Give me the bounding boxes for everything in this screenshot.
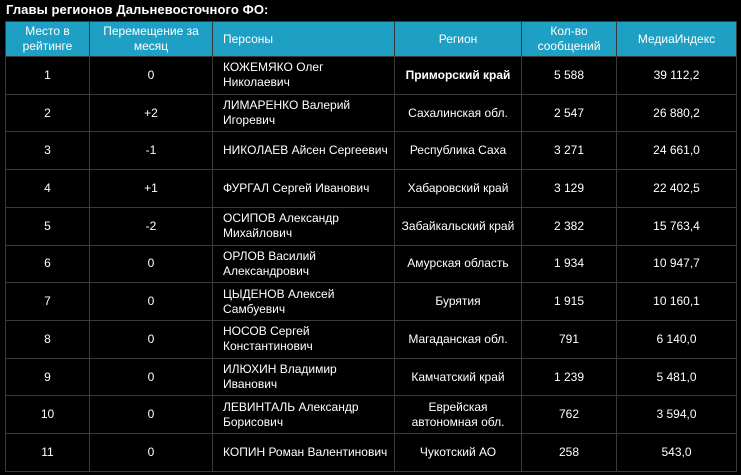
table-row [6, 321, 737, 359]
move-cell: 0 [90, 283, 213, 321]
table-header [6, 22, 737, 57]
header-index: МедиаИндекс [617, 22, 737, 57]
messages-cell: 2 382 [522, 207, 617, 245]
table-row [6, 170, 737, 208]
move-cell: 0 [90, 321, 213, 359]
rank-cell: 9 [6, 358, 90, 396]
table-row [6, 396, 737, 434]
messages-cell: 3 129 [522, 170, 617, 208]
person-cell: ОСИПОВ Александр Михайлович [213, 207, 395, 245]
messages-cell: 762 [522, 396, 617, 434]
table-row [6, 132, 737, 170]
person-cell: НОСОВ Сергей Константинович [213, 321, 395, 359]
region-cell: Республика Саха [395, 132, 522, 170]
ratings-table [5, 21, 737, 472]
header-messages: Кол-во сообщений [522, 22, 617, 57]
media-index-cell: 6 140,0 [617, 321, 737, 359]
media-index-cell: 22 402,5 [617, 170, 737, 208]
rank-cell: 7 [6, 283, 90, 321]
media-index-cell: 3 594,0 [617, 396, 737, 434]
person-cell: ЦЫДЕНОВ Алексей Самбуевич [213, 283, 395, 321]
person-cell: КОПИН Роман Валентинович [213, 434, 395, 472]
table-row [6, 94, 737, 132]
rank-cell: 8 [6, 321, 90, 359]
move-cell: 0 [90, 57, 213, 95]
messages-cell: 1 915 [522, 283, 617, 321]
media-index-cell: 26 880,2 [617, 94, 737, 132]
rank-cell: 1 [6, 57, 90, 95]
media-index-cell: 10 160,1 [617, 283, 737, 321]
table-row [6, 245, 737, 283]
table-row [6, 283, 737, 321]
region-cell: Забайкальский край [395, 207, 522, 245]
person-cell: КОЖЕМЯКО Олег Николаевич [213, 57, 395, 95]
header-row [6, 22, 737, 57]
move-cell: +1 [90, 170, 213, 208]
move-cell: -2 [90, 207, 213, 245]
table-row [6, 358, 737, 396]
person-cell: ОРЛОВ Василий Александрович [213, 245, 395, 283]
person-cell: НИКОЛАЕВ Айсен Сергеевич [213, 132, 395, 170]
move-cell: 0 [90, 245, 213, 283]
region-cell: Амурская область [395, 245, 522, 283]
move-cell: 0 [90, 358, 213, 396]
media-index-cell: 15 763,4 [617, 207, 737, 245]
rank-cell: 3 [6, 132, 90, 170]
region-cell: Еврейская автономная обл. [395, 396, 522, 434]
messages-cell: 1 239 [522, 358, 617, 396]
region-cell: Хабаровский край [395, 170, 522, 208]
rank-cell: 2 [6, 94, 90, 132]
media-index-cell: 39 112,2 [617, 57, 737, 95]
media-index-cell: 24 661,0 [617, 132, 737, 170]
move-cell: -1 [90, 132, 213, 170]
table-row [6, 207, 737, 245]
rank-cell: 6 [6, 245, 90, 283]
header-person: Персоны [213, 22, 395, 57]
rank-cell: 4 [6, 170, 90, 208]
person-cell: ФУРГАЛ Сергей Иванович [213, 170, 395, 208]
media-index-cell: 5 481,0 [617, 358, 737, 396]
media-index-cell: 543,0 [617, 434, 737, 472]
rank-cell: 10 [6, 396, 90, 434]
region-cell: Бурятия [395, 283, 522, 321]
region-cell: Магаданская обл. [395, 321, 522, 359]
move-cell: 0 [90, 396, 213, 434]
messages-cell: 258 [522, 434, 617, 472]
rank-cell: 11 [6, 434, 90, 472]
table-body [6, 57, 737, 472]
region-cell: Приморский край [395, 57, 522, 95]
media-index-cell: 10 947,7 [617, 245, 737, 283]
rank-cell: 5 [6, 207, 90, 245]
table-row [6, 57, 737, 95]
header-rank: Место в рейтинге [6, 22, 90, 57]
messages-cell: 2 547 [522, 94, 617, 132]
page-title: Главы регионов Дальневосточного ФО: [6, 2, 269, 17]
header-region: Регион [395, 22, 522, 57]
messages-cell: 3 271 [522, 132, 617, 170]
header-move: Перемещение за месяц [90, 22, 213, 57]
messages-cell: 5 588 [522, 57, 617, 95]
move-cell: 0 [90, 434, 213, 472]
person-cell: ЛЕВИНТАЛЬ Александр Борисович [213, 396, 395, 434]
region-cell: Сахалинская обл. [395, 94, 522, 132]
messages-cell: 791 [522, 321, 617, 359]
region-cell: Камчатский край [395, 358, 522, 396]
person-cell: ЛИМАРЕНКО Валерий Игоревич [213, 94, 395, 132]
table-row [6, 434, 737, 472]
move-cell: +2 [90, 94, 213, 132]
messages-cell: 1 934 [522, 245, 617, 283]
region-cell: Чукотский АО [395, 434, 522, 472]
person-cell: ИЛЮХИН Владимир Иванович [213, 358, 395, 396]
